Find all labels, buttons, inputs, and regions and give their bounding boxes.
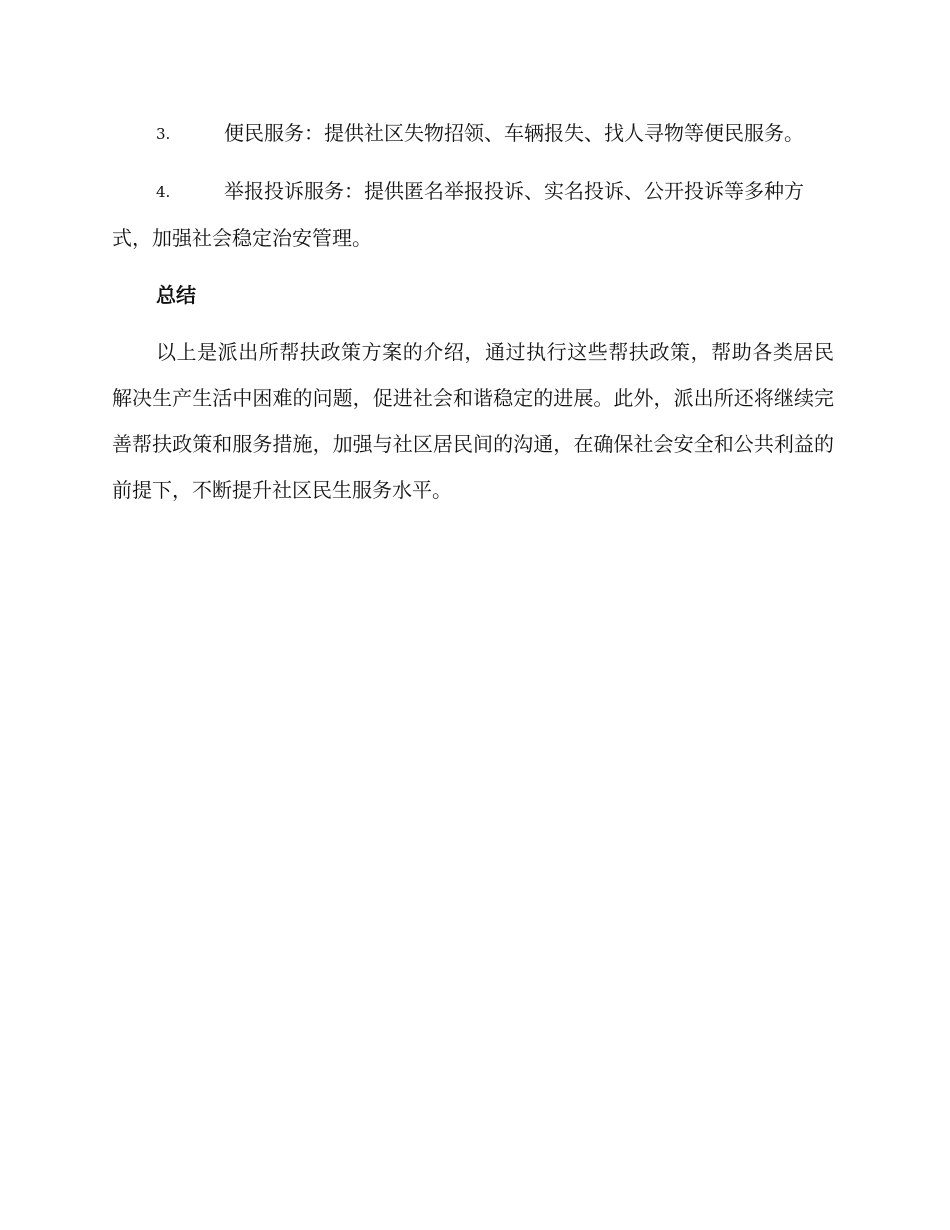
list-item-4 (112, 168, 834, 261)
list-item-text: 举报投诉服务：提供匿名举报投诉、实名投诉、公开投诉等多种方式，加强社会稳定治安管理。 (112, 179, 804, 250)
list-item-number: 4. (156, 183, 171, 201)
summary-heading: 总结 (156, 283, 196, 307)
document-body (112, 110, 834, 513)
summary-paragraph: 以上是派出所帮扶政策方案的介绍，通过执行这些帮扶政策，帮助各类居民解决生产生活中困难的问题，促进社会和谐稳定的进展。此外，派出所还将继续完善帮扶政策和服务措施，加强与社区居民间的沟通，在确保社会安全和公共利益的前提下，不断提升社区民生服务水平。 (112, 340, 834, 502)
list-item-3 (112, 110, 834, 157)
list-item-text: 便民服务：提供社区失物招领、车辆报失、找人寻物等便民服务。 (224, 121, 804, 145)
list-item-number: 3. (156, 125, 171, 143)
